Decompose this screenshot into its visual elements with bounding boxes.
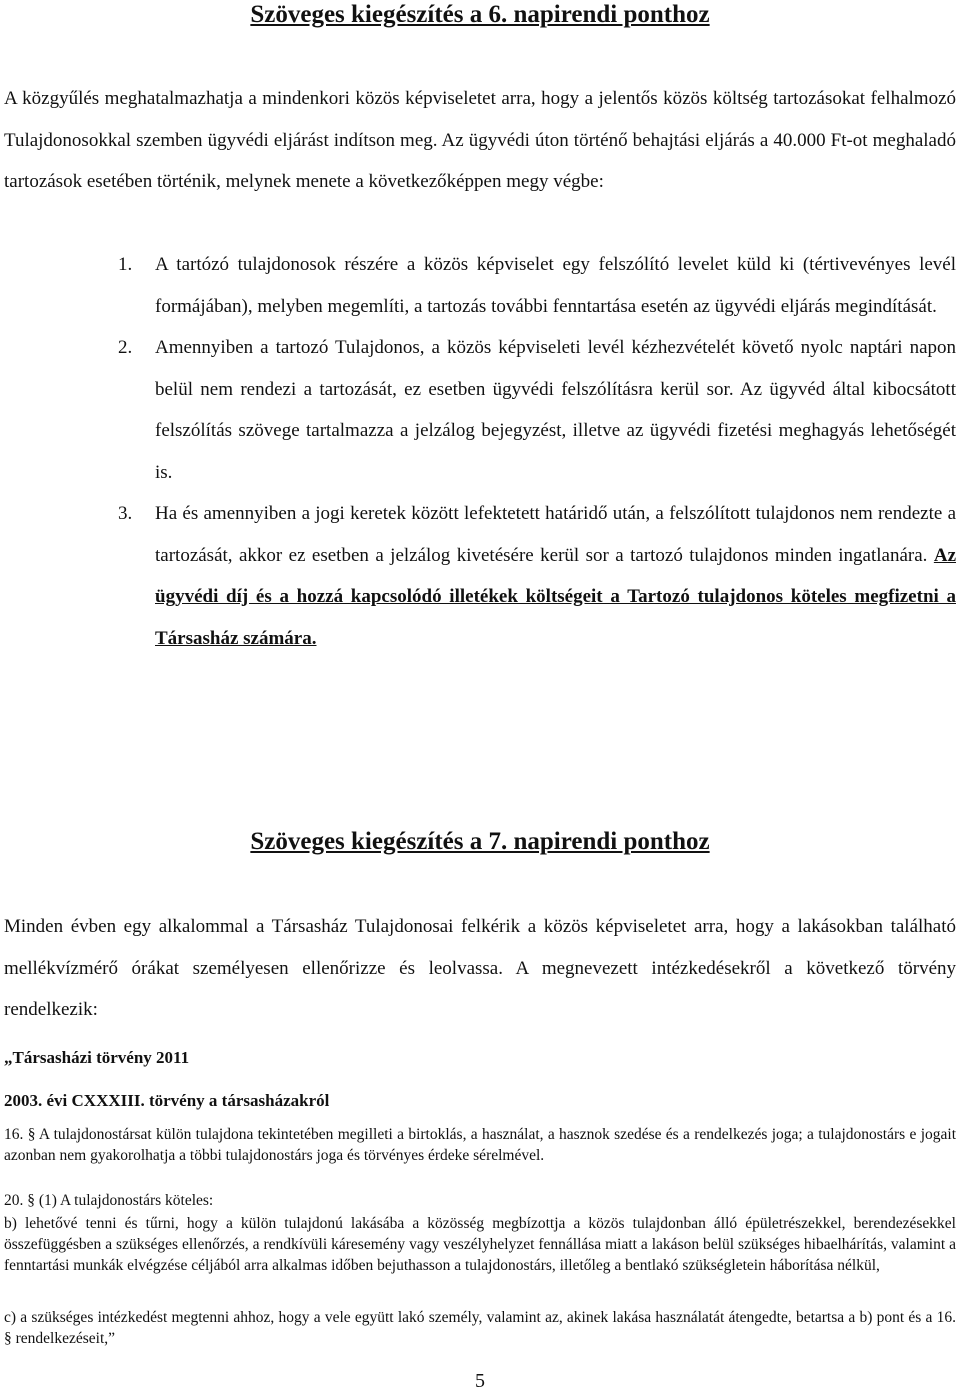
act-title: 2003. évi CXXXIII. törvény a társasházakról bbox=[4, 1091, 330, 1110]
list-item bbox=[118, 327, 956, 493]
section-20-text: 20. § (1) A tulajdonostárs köteles: bbox=[4, 1192, 214, 1209]
section6-heading: Szöveges kiegészítés a 6. napirendi ponthoz bbox=[250, 1, 710, 28]
section-20b-text: b) lehetővé tenni és tűrni, hogy a külön tulajdonú lakásába a közösség megbízottja a közös tulajdonban álló épületrészekkel, berendezésekkel összefüggésben a szükséges ellenőrzés, a rendkívüli káresemény vagy veszélyhelyzet fennállása miatt a lakáson belül szükséges hibaelhárítás, valamint a fenntartási munkák elvégzése céljából arra alkalmas időben bejuthasson a tulajdonostárs, illetőleg a bentlakó szükségletein háborítása nélkül, bbox=[4, 1215, 956, 1274]
list-item-number: 2. bbox=[118, 337, 133, 358]
list-item bbox=[118, 244, 956, 327]
list-item-text: Ha és amennyiben a jogi keretek között lefektetett határidő után, a felszólított tulajdonos nem rendezte a tartozását, akkor ez esetben a jelzálog kivetésére kerül sor a tartozó tulajdonos minden ingatlanára. bbox=[155, 503, 956, 566]
section-16-text: 16. § A tulajdonostársat külön tulajdona tekintetében megilleti a birtoklás, a használat, a hasznok szedése és a rendelkezés joga; a tulajdonostárs e jogait azonban nem gyakorolhatja a többi tulajdonostárs joga és törvényes érdeke sérelmével. bbox=[4, 1126, 956, 1164]
page-number: 5 bbox=[475, 1370, 485, 1392]
law-title: „Társasházi törvény 2011 bbox=[4, 1048, 190, 1067]
list-item bbox=[118, 493, 956, 659]
list-item-number: 3. bbox=[118, 503, 133, 524]
section7-intro: Minden évben egy alkalommal a Társasház Tulajdonosai felkérik a közös képviseletet arra, hogy a lakásokban található mellékvízmérő órákat személyesen ellenőrizze és leolvassa. A megnevezett intézkedésekről a következő törvény rendelkezik: bbox=[4, 916, 956, 1020]
list-item-text: Amennyiben a tartozó Tulajdonos, a közös képviseleti levél kézhezvételét követő nyolc naptári napon belül nem rendezi a tartozását, ez esetben ügyvédi felszólításra kerül sor. Az ügyvéd által kibocsátott felszólítás szövege tartalmazza a jelzálog bejegyzést, illetve az ügyvédi fizetési meghagyás lehetőségét is. bbox=[155, 337, 956, 483]
procedure-list bbox=[118, 244, 956, 659]
section-20c-text: c) a szükséges intézkedést megtenni ahhoz, hogy a vele együtt lakó személy, valamint az, akinek lakása használatát átengedte, betartsa a b) pont és a 16. § rendelkezéseit,” bbox=[4, 1309, 956, 1347]
fee-obligation-text: Az ügyvédi díj és a hozzá kapcsolódó illetékek költségeit a Tartozó tulajdonos köteles megfizetni a Társasház számára. bbox=[155, 544, 956, 649]
list-item-text: A tartózó tulajdonosok részére a közös képviselet egy felszólító levelet küld ki (tértivevényes levél formájában), melyben megemlíti, a tartozás további fenntartása esetén az ügyvédi eljárás megindítását. bbox=[155, 254, 956, 317]
list-item-number: 1. bbox=[118, 254, 133, 275]
section7-heading: Szöveges kiegészítés a 7. napirendi ponthoz bbox=[250, 828, 710, 855]
section6-intro: A közgyűlés meghatalmazhatja a mindenkori közös képviseletet arra, hogy a jelentős közös költség tartozásokat felhalmozó Tulajdonosokkal szemben ügyvédi eljárást indítson meg. Az ügyvédi úton történő behajtási eljárás a 40.000 Ft-ot meghaladó tartozások esetében történik, melynek menete a következőképpen megy végbe: bbox=[4, 88, 956, 192]
